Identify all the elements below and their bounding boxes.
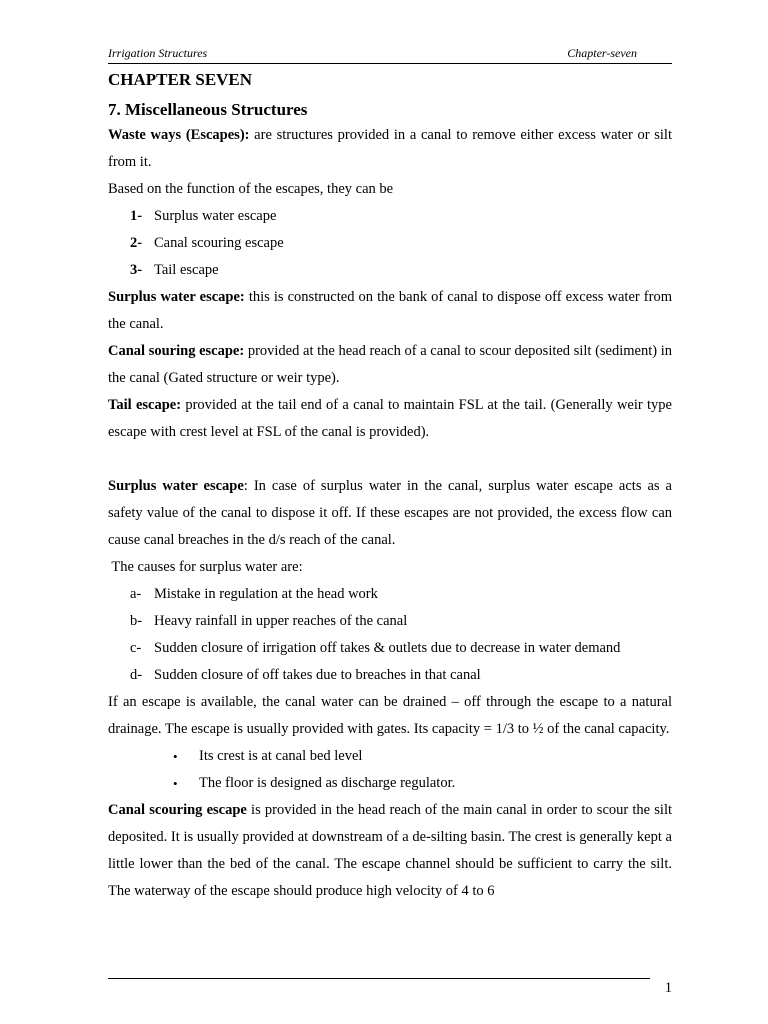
paragraph-text: are structures provided in a canal to remove either excess water or silt from it. bbox=[108, 127, 672, 170]
footer-rule bbox=[108, 978, 650, 979]
list-item bbox=[108, 257, 672, 284]
list-item-text: Canal scouring escape bbox=[154, 235, 284, 251]
term: Tail escape: bbox=[108, 397, 182, 413]
term: Canal scouring escape bbox=[108, 802, 247, 818]
causes-list bbox=[108, 581, 672, 689]
paragraph-text: this is constructed on the bank of canal to dispose off excess water from the canal. bbox=[108, 289, 672, 332]
list-item-text: Tail escape bbox=[154, 262, 219, 278]
paragraph-text: : In case of surplus water in the canal, surplus water escape acts as a safety value of the canal to dispose it off. If these escapes are not provided, the excess flow can cause canal breaches in the d/s reach of the canal. bbox=[108, 478, 672, 548]
list-item bbox=[108, 662, 672, 689]
paragraph-scouring-detail bbox=[108, 797, 672, 905]
list-item bbox=[108, 230, 672, 257]
list-item-text: Heavy rainfall in upper reaches of the canal bbox=[154, 613, 408, 629]
list-number: 1- bbox=[130, 208, 143, 224]
term: Canal souring escape: bbox=[108, 343, 245, 359]
list-letter: a- bbox=[130, 586, 142, 602]
list-item bbox=[108, 203, 672, 230]
bullet-item bbox=[108, 770, 672, 797]
term: Waste ways (Escapes): bbox=[108, 127, 250, 143]
list-item-text: Sudden closure of off takes due to breaches in that canal bbox=[154, 667, 481, 683]
bullet-icon: • bbox=[173, 776, 178, 791]
list-letter: b- bbox=[130, 613, 143, 629]
chapter-title: CHAPTER SEVEN bbox=[108, 70, 253, 89]
paragraph-text: provided at the head reach of a canal to scour deposited silt (sediment) in the canal (Gated structure or weir type). bbox=[108, 343, 672, 386]
list-letter: c- bbox=[130, 640, 142, 656]
bullet-item bbox=[108, 743, 672, 770]
section-title: 7. Miscellaneous Structures bbox=[108, 100, 308, 119]
bullet-text: Its crest is at canal bed level bbox=[199, 748, 363, 764]
paragraph-text: provided at the tail end of a canal to maintain FSL at the tail. (Generally weir type escape with crest level at FSL of the canal is provided). bbox=[108, 397, 672, 440]
bullet-text: The floor is designed as discharge regulator. bbox=[199, 775, 456, 791]
list-item-text: Sudden closure of irrigation off takes & outlets due to decrease in water demand bbox=[154, 640, 621, 656]
list-item bbox=[108, 608, 672, 635]
page-body bbox=[108, 68, 672, 905]
list-item-text: Mistake in regulation at the head work bbox=[154, 586, 378, 602]
header-right: Chapter-seven bbox=[567, 46, 637, 60]
paragraph-waste-ways bbox=[108, 122, 672, 176]
paragraph-drainage: If an escape is available, the canal water can be drained – off through the escape to a natural drainage. The escape is usually provided with gates. Its capacity = 1/3 to ½ of the canal capacity. bbox=[108, 694, 672, 737]
bullet-list bbox=[108, 743, 672, 797]
page-number: 1 bbox=[664, 980, 672, 996]
term: Surplus water escape: bbox=[108, 289, 245, 305]
paragraph-intro: Based on the function of the escapes, they can be bbox=[108, 181, 394, 197]
list-item-text: Surplus water escape bbox=[154, 208, 277, 224]
paragraph-text: is provided in the head reach of the main canal in order to scour the silt deposited. It is usually provided at downstream of a de-silting basin. The crest is generally kept a little lower than the bed of the canal. The escape channel should be sufficient to carry the silt. The waterway of the escape should produce high velocity of 4 to 6 bbox=[108, 802, 673, 899]
paragraph-causes-intro: The causes for surplus water are: bbox=[108, 559, 303, 575]
paragraph-scouring-def bbox=[108, 338, 672, 392]
list-item bbox=[108, 581, 672, 608]
list-item bbox=[108, 635, 672, 662]
list-number: 2- bbox=[130, 235, 143, 251]
escape-types-list bbox=[108, 203, 672, 284]
term: Surplus water escape bbox=[108, 478, 244, 494]
paragraph-surplus-detail bbox=[108, 473, 672, 554]
spacer bbox=[108, 446, 672, 473]
header-left: Irrigation Structures bbox=[108, 46, 208, 60]
list-letter: d- bbox=[130, 667, 143, 683]
list-number: 3- bbox=[130, 262, 143, 278]
running-header bbox=[108, 45, 672, 64]
bullet-icon: • bbox=[173, 749, 178, 764]
paragraph-tail-def bbox=[108, 392, 672, 446]
paragraph-surplus-def bbox=[108, 284, 672, 338]
